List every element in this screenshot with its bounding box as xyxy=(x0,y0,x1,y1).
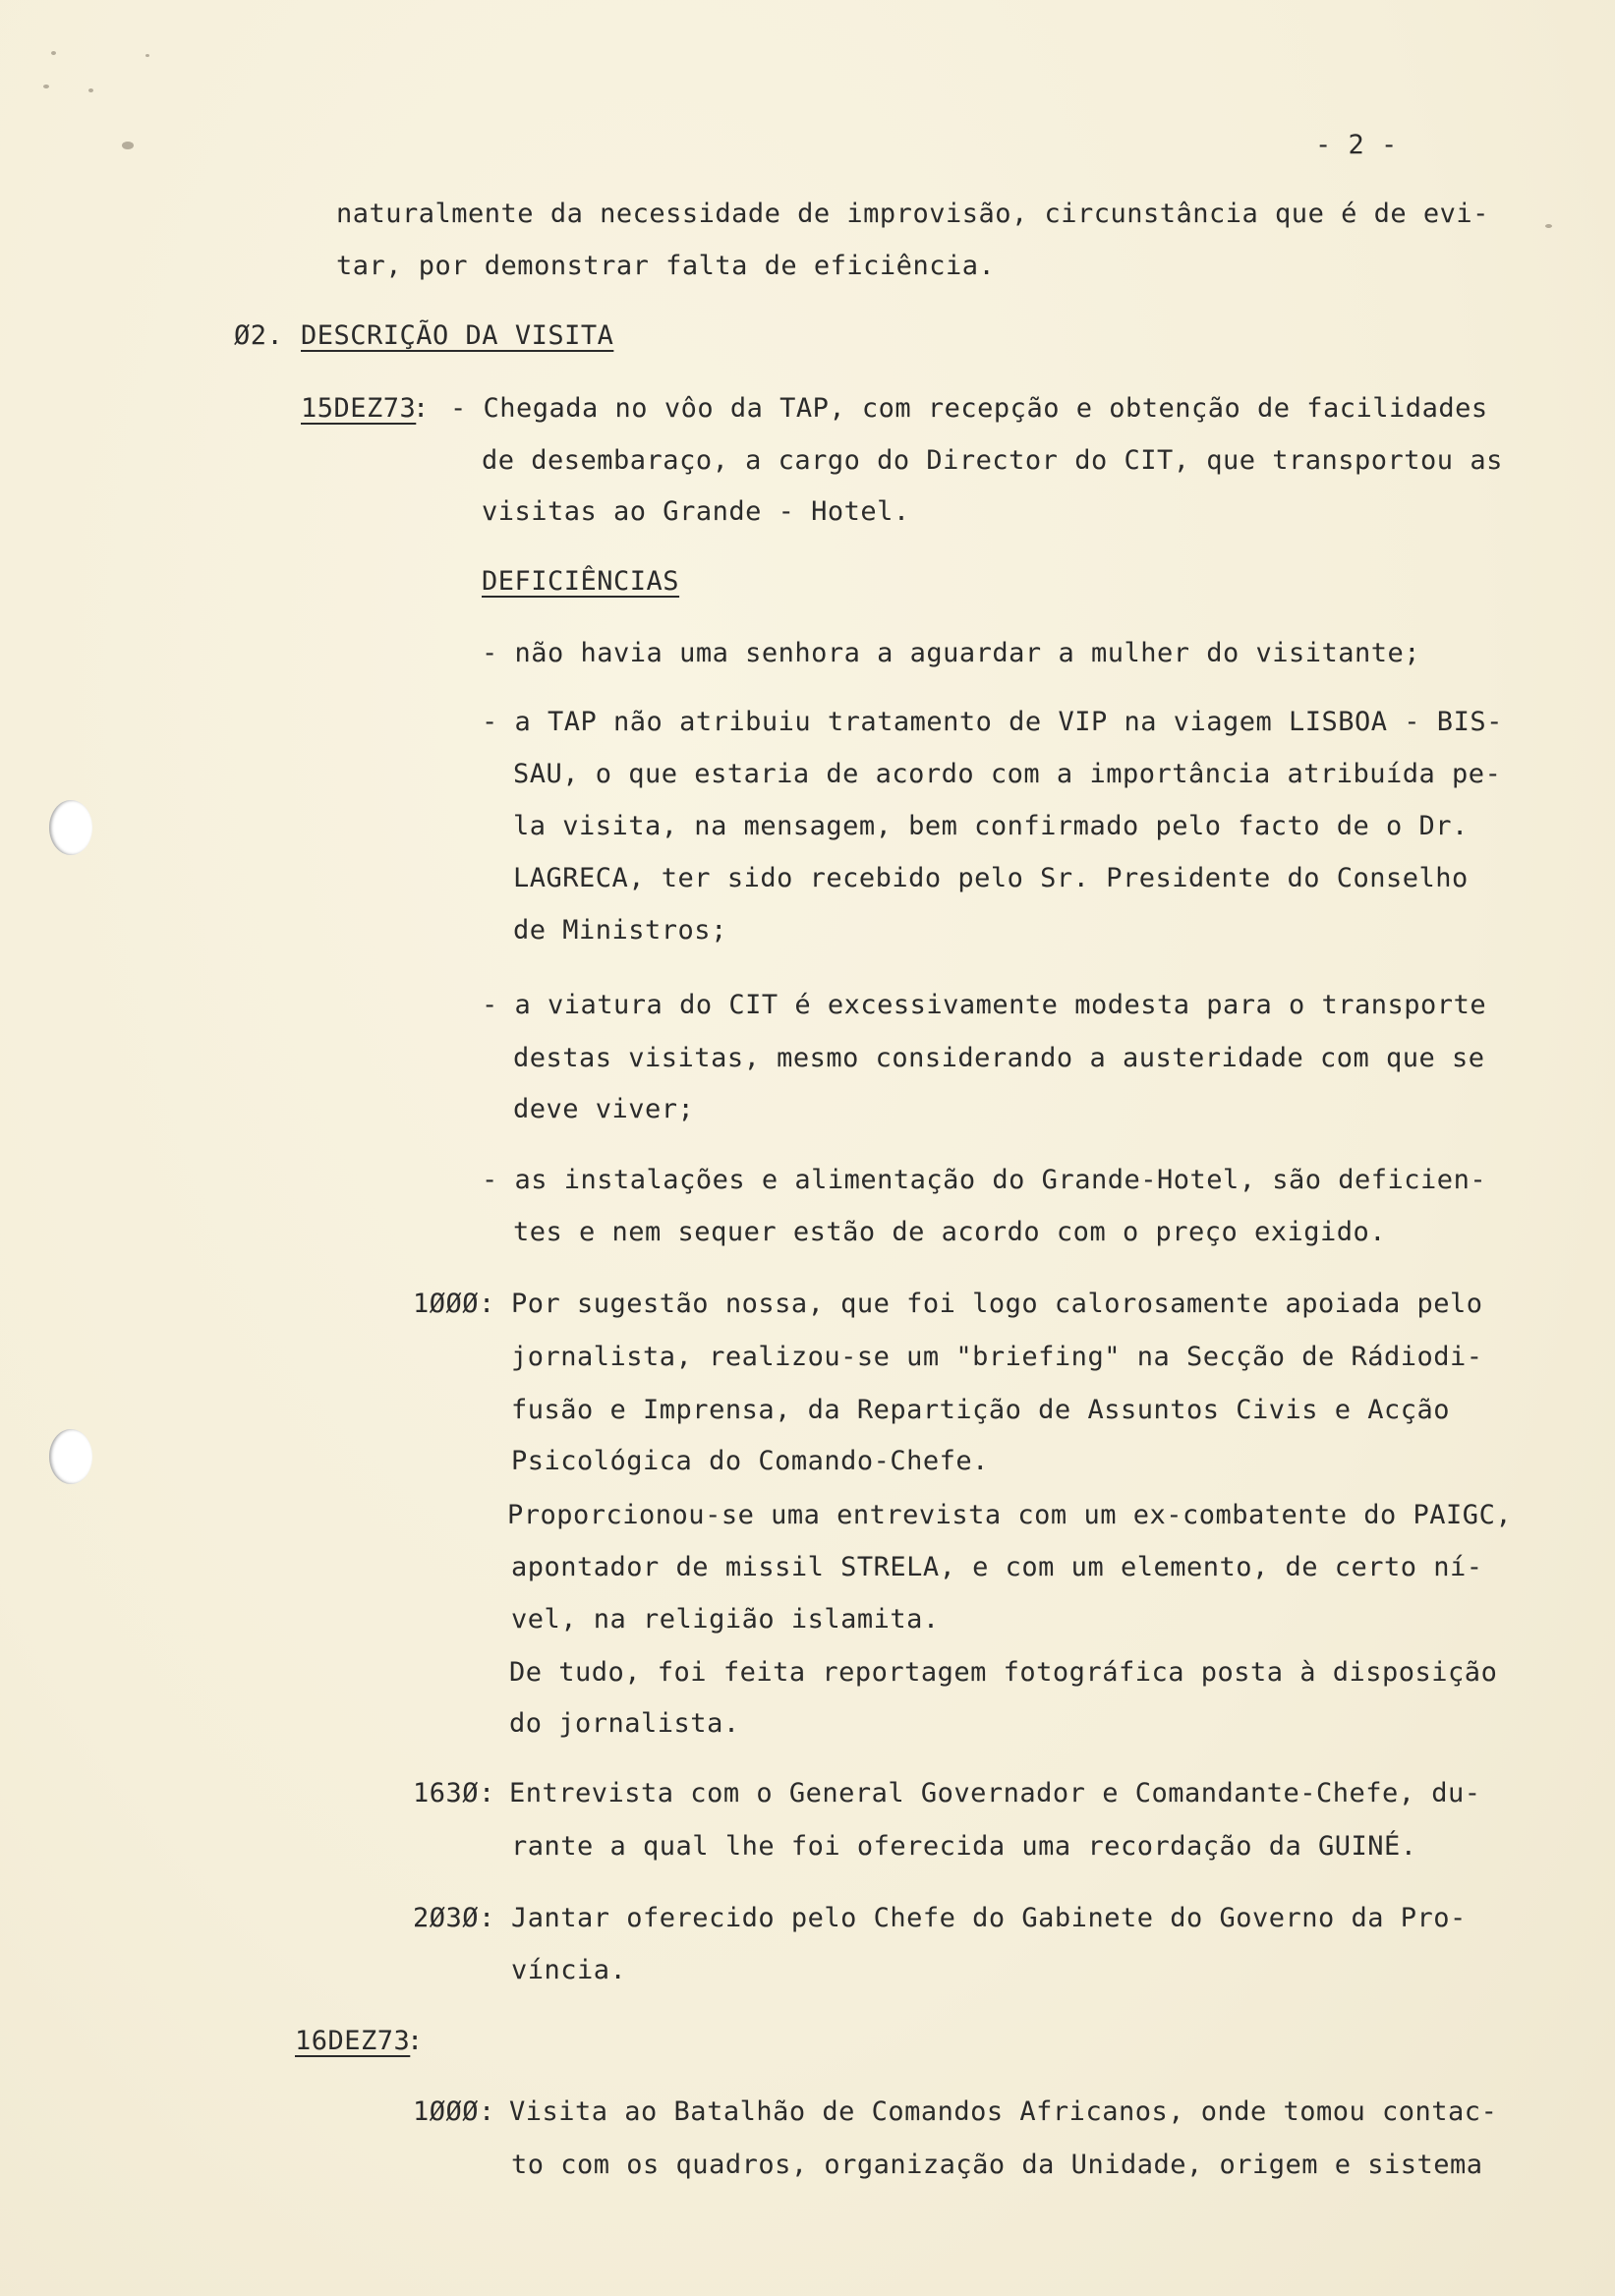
paper-speck xyxy=(51,51,56,55)
list-item: - as instalações e alimentação do Grande-Hotel, são deficien- xyxy=(482,1165,1487,1195)
time-label: 2Ø3Ø: xyxy=(413,1903,495,1933)
date-label: 15DEZ73 xyxy=(301,393,417,424)
paper-speck xyxy=(145,54,149,57)
list-item: - não havia uma senhora a aguardar a mulher do visitante; xyxy=(482,638,1421,668)
paragraph-line: De tudo, foi feita reportagem fotográfica posta à disposição xyxy=(509,1657,1498,1688)
paper-speck xyxy=(88,88,93,92)
paragraph-line: fusão e Imprensa, da Repartição de Assuntos Civis e Acção xyxy=(511,1395,1451,1425)
paragraph-line: vel, na religião islamita. xyxy=(511,1604,940,1635)
list-item-continuation: la visita, na mensagem, bem confirmado pelo facto de o Dr. xyxy=(513,811,1469,841)
paper-speck xyxy=(1545,224,1552,228)
paragraph-line: Entrevista com o General Governador e Comandante-Chefe, du- xyxy=(509,1778,1481,1808)
section-number: Ø2. xyxy=(234,320,284,351)
list-item: - a TAP não atribuiu tratamento de VIP na viagem LISBOA - BIS- xyxy=(482,707,1503,737)
paragraph-line: - Chegada no vôo da TAP, com recepção e obtenção de facilidades xyxy=(450,393,1488,424)
paragraph-line: naturalmente da necessidade de improvisão, circunstância que é de evi- xyxy=(336,199,1489,229)
list-item-continuation: LAGRECA, ter sido recebido pelo Sr. Presidente do Conselho xyxy=(513,863,1469,893)
paragraph-line: jornalista, realizou-se um "briefing" na Secção de Rádiodi- xyxy=(511,1342,1483,1372)
paragraph-line: apontador de missil STRELA, e com um elemento, de certo ní- xyxy=(511,1552,1483,1582)
paragraph-line: Visita ao Batalhão de Comandos Africanos, onde tomou contac- xyxy=(509,2096,1498,2127)
list-item-continuation: tes e nem sequer estão de acordo com o preço exigido. xyxy=(513,1217,1387,1247)
date-label: 16DEZ73 xyxy=(295,2026,411,2056)
list-item: - a viatura do CIT é excessivamente modesta para o transporte xyxy=(482,990,1487,1020)
paragraph-line: de desembaraço, a cargo do Director do CIT, que transportou as xyxy=(482,445,1503,476)
paragraph-line: Jantar oferecido pelo Chefe do Gabinete do Governo da Pro- xyxy=(511,1903,1467,1933)
list-item-continuation: destas visitas, mesmo considerando a austeridade com que se xyxy=(513,1043,1485,1073)
time-label: 1ØØØ: xyxy=(413,2096,495,2127)
paragraph-line: Psicológica do Comando-Chefe. xyxy=(511,1446,989,1476)
page-number: - 2 - xyxy=(1315,130,1398,160)
date-colon: : xyxy=(407,2026,424,2056)
time-label: 163Ø: xyxy=(413,1778,495,1808)
paragraph-line: Proporcionou-se uma entrevista com um ex-combatente do PAIGC, xyxy=(507,1500,1513,1530)
list-item-continuation: SAU, o que estaria de acordo com a importância atribuída pe- xyxy=(513,759,1502,789)
paragraph-line: do jornalista. xyxy=(509,1708,740,1739)
paragraph-line: to com os quadros, organização da Unidade, origem e sistema xyxy=(511,2150,1483,2180)
punch-hole-lower xyxy=(49,1429,92,1484)
paper-speck xyxy=(122,142,134,149)
paragraph-line: visitas ao Grande - Hotel. xyxy=(482,496,910,527)
paragraph-line: Por sugestão nossa, que foi logo calorosamente apoiada pelo xyxy=(511,1289,1483,1319)
subheading-deficiencias: DEFICIÊNCIAS xyxy=(482,566,680,597)
paper-speck xyxy=(43,85,49,88)
time-label: 1ØØØ: xyxy=(413,1289,495,1319)
punch-hole-upper xyxy=(49,800,92,855)
list-item-continuation: deve viver; xyxy=(513,1094,695,1124)
section-title: DESCRIÇÃO DA VISITA xyxy=(301,320,614,351)
list-item-continuation: de Ministros; xyxy=(513,915,727,946)
paragraph-line: tar, por demonstrar falta de eficiência. xyxy=(336,251,996,281)
paragraph-line: víncia. xyxy=(511,1955,627,1985)
date-colon: : xyxy=(413,393,430,424)
paragraph-line: rante a qual lhe foi oferecida uma recordação da GUINÉ. xyxy=(511,1831,1417,1862)
